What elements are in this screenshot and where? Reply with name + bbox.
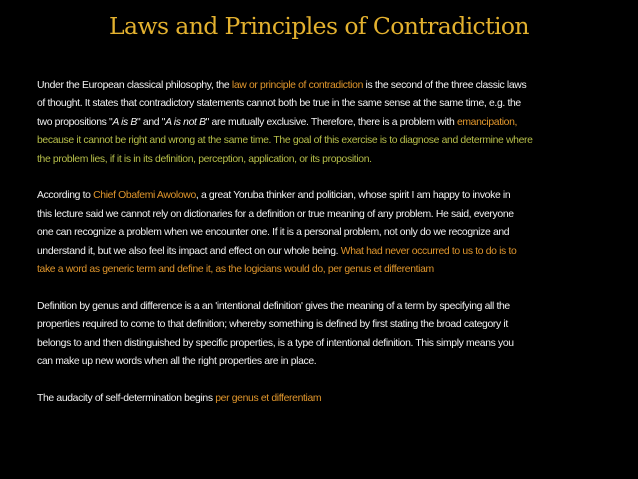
text-run: The audacity of self-determination begins xyxy=(37,392,216,404)
text-run: " and " xyxy=(137,116,166,128)
text-line: Definition by genus and difference is a an 'intentional definition' gives the meaning of a term by specifying all the xyxy=(37,300,510,312)
text-run: , a great Yoruba thinker and politician, whose spirit I am happy to invoke in xyxy=(195,190,511,202)
slide-body xyxy=(37,77,607,408)
text-run: two propositions " xyxy=(37,116,113,128)
highlight-emancipation: emancipation, xyxy=(456,116,518,128)
text-run: is the second of the three classic laws xyxy=(363,80,527,91)
text-run: Under the European classical philosophy, the xyxy=(37,80,232,91)
paragraph-audacity xyxy=(37,390,607,408)
text-line xyxy=(37,390,607,408)
highlight-per-genus-line: take a word as generic term and define it, as the logicians would do, per genus et differentiam xyxy=(37,264,434,276)
text-run: According to xyxy=(37,190,94,202)
text-line: one can recognize a problem when we encounter one. If it is a personal problem, not only do we recognize and xyxy=(37,227,510,239)
paragraph-definition xyxy=(37,298,607,372)
text-line xyxy=(37,114,607,132)
highlight-awolowo: Chief Obafemi Awolowo xyxy=(93,190,196,202)
paragraph-awolowo xyxy=(37,187,607,279)
text-run: " are mutually exclusive. Therefore, there is a problem with xyxy=(205,116,457,128)
text-line xyxy=(37,243,607,261)
highlight-law-of-contradiction: law or principle of contradiction xyxy=(231,80,363,91)
highlight-goal-line: the problem lies, if it is in its definition, perception, application, or its proposition. xyxy=(37,153,372,165)
text-line xyxy=(37,77,607,95)
slide-title: Laws and Principles of Contradiction xyxy=(109,12,529,40)
text-line xyxy=(37,187,607,205)
paragraph-contradiction xyxy=(37,77,607,169)
italic-proposition-a-is-b: A is B xyxy=(112,116,138,128)
text-line: this lecture said we cannot rely on dictionaries for a definition or true meaning of any problem. He said, everyone xyxy=(37,208,514,220)
italic-proposition-a-is-not-b: A is not B xyxy=(165,116,206,128)
text-run: understand it, but we also feel its impact and effect on our whole being. xyxy=(37,245,341,257)
text-line: can make up new words when all the right properties are in place. xyxy=(37,356,317,368)
highlight-never-occurred: What had never occurred to us to do is to xyxy=(340,245,517,257)
highlight-goal-line: because it cannot be right and wrong at the same time. The goal of this exercise is to diagnose and determine where xyxy=(37,135,533,147)
highlight-per-genus: per genus et differentiam xyxy=(215,392,322,404)
text-line: belongs to and then distinguished by specific properties, is a type of intentional definition. This simply means you xyxy=(37,337,514,349)
text-line: properties required to come to that definition; whereby something is defined by first stating the broad category it xyxy=(37,319,508,331)
text-line: of thought. It states that contradictory statements cannot both be true in the same sense at the same time, e.g. the xyxy=(37,98,521,110)
